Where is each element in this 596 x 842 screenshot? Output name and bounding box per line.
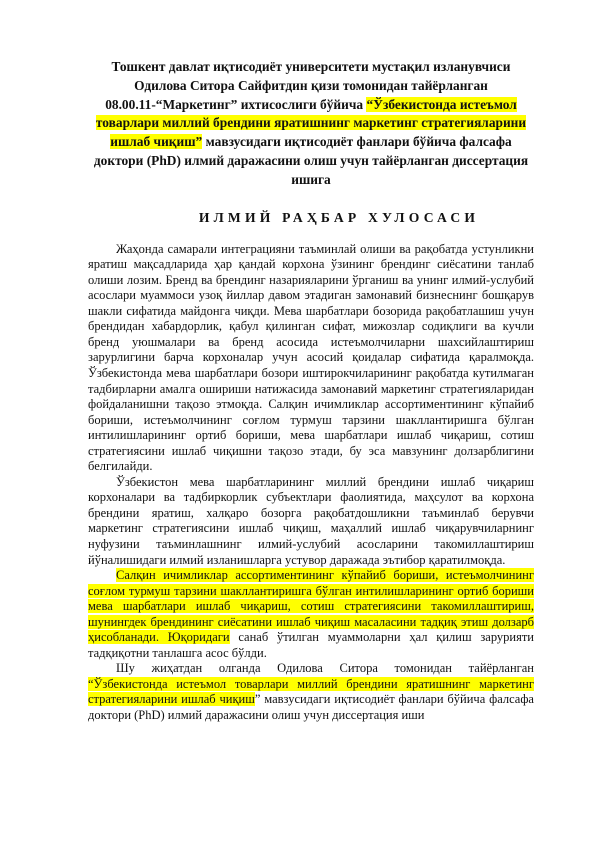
document-body [88, 242, 534, 724]
document-header [88, 58, 534, 190]
paragraph-1: Жаҳонда самарали интеграцияни таъминлай олиши ва рақобатда устунликни яратиш мақсадларида ҳар қандай корхона ўзининг брендинг сиёсатини танлаб олиши лозим. Бренд ва брендинг назарияларини ўрганиш ва унинг илмий-услубий асослари муаммоси узоқ йиллар давом этадиган замонавий бизнеснинг бошқарув шакли сифатида майдонга чиқди. Мева шарбатлари бозорида рақобатлашиш учун брендидан хабардорлик, қабул қилинган сифат, мижозлар содиқлиги ва кучли бренд уюшмалари ва бренд асосида истеъмолчиларни шахсийлаштириш зарурлигини барча корхоналар учун асосий қоидалар сифатида қаралмоқда. Ўзбекистонда мева шарбатлари бозори иштирокчиларининг рақобатда кутилмаган тадбирларни амалга ошириши натижасида замонавий маркетинг стратегияларидан фойдаланишни тақозо этмоқда. Салқин ичимликлар ассортиментининг кўпайиб бориши, истеъмолчининг соғлом турмуш тарзини шакллантиришга бўлган интилишларининг ортиб бориши, мева шарбатлари ишлаб чиқариш, сотиш стратегиясини ишлаб чиқишни тақозо этади, бу эса мавзунинг долзарблигини белгилайди. [88, 241, 534, 474]
header-topic-highlight: “Ўзбекистонда истеъмол товарлари миллий брендини яратишнинг маркетинг стратегияларини ишлаб чиқиш” [95, 96, 527, 150]
paragraph-4-highlight: “Ўзбекистонда истеъмол товарлари миллий брендини яратишнинг маркетинг стратегияларини ишлаб чиқиш [88, 676, 534, 707]
paragraph-4-rest: ” мавзусидаги иқтисодиёт фанлари бўйича фалсафа доктори (PhD) илмий даражасини олиш учун диссертация иши [88, 692, 534, 722]
paragraph-4 [88, 661, 534, 723]
paragraph-3 [88, 568, 534, 661]
paragraph-4-start: Шу жиҳатдан олганда Одилова Ситора томонидан тайёрланган [116, 661, 534, 676]
paragraph-2: Ўзбекистон мева шарбатларининг миллий брендини ишлаб чиқариш корхоналари ва тадбиркорлик субъектлари фаолиятида, маҳсулот ва корхона брендини яратиш, халқаро бозорга рақобатдошликни таъминлаб берувчи маркетинг стратегиясини ишлаб чиқиш, маҳаллий ишлаб чиқарувчиларнинг нуфузини таъминлашнинг илмий-услубий асосларини такомиллаштириш йўналишидаги илмий изланишларга устувор даражада эътибор қаратилмоқда. [88, 474, 534, 567]
paragraph-3-rest: санаб ўтилган муаммоларни ҳал қилиш зарурияти тадқиқотни танлашга асос бўлди. [88, 630, 534, 660]
header-text-part2: мавзусидаги иқтисодиёт фанлари бўйича фалсафа доктори (PhD) илмий даражасини олиш учун тайёрланган диссертация ишига [93, 134, 529, 187]
paragraph-3-highlight: Салқин ичимликлар ассортиментининг кўпайиб бориши, истеъмолчининг соғлом турмуш тарзини шакллантиришга бўлган интилишларининг ортиб бориши мева шарбатлари ишлаб чиқариш, сотиш стратегиясини такомиллаштириш, шунингдек брендининг сиёсатини ишлаб чиқиш масаласини тадқиқ этиш долзарб ҳисобланади. Юқоридаги [88, 568, 534, 645]
document-title: ИЛМИЙ РАҲБАР ХУЛОСАСИ [198, 209, 480, 225]
header-text-part1: Тошкент давлат иқтисодиёт университети мустақил изланувчиси Одилова Ситора Сайфитдин қизи томонидан тайёрланган 08.00.11-“Маркетинг” ихтисослиги бўйича [105, 59, 511, 112]
